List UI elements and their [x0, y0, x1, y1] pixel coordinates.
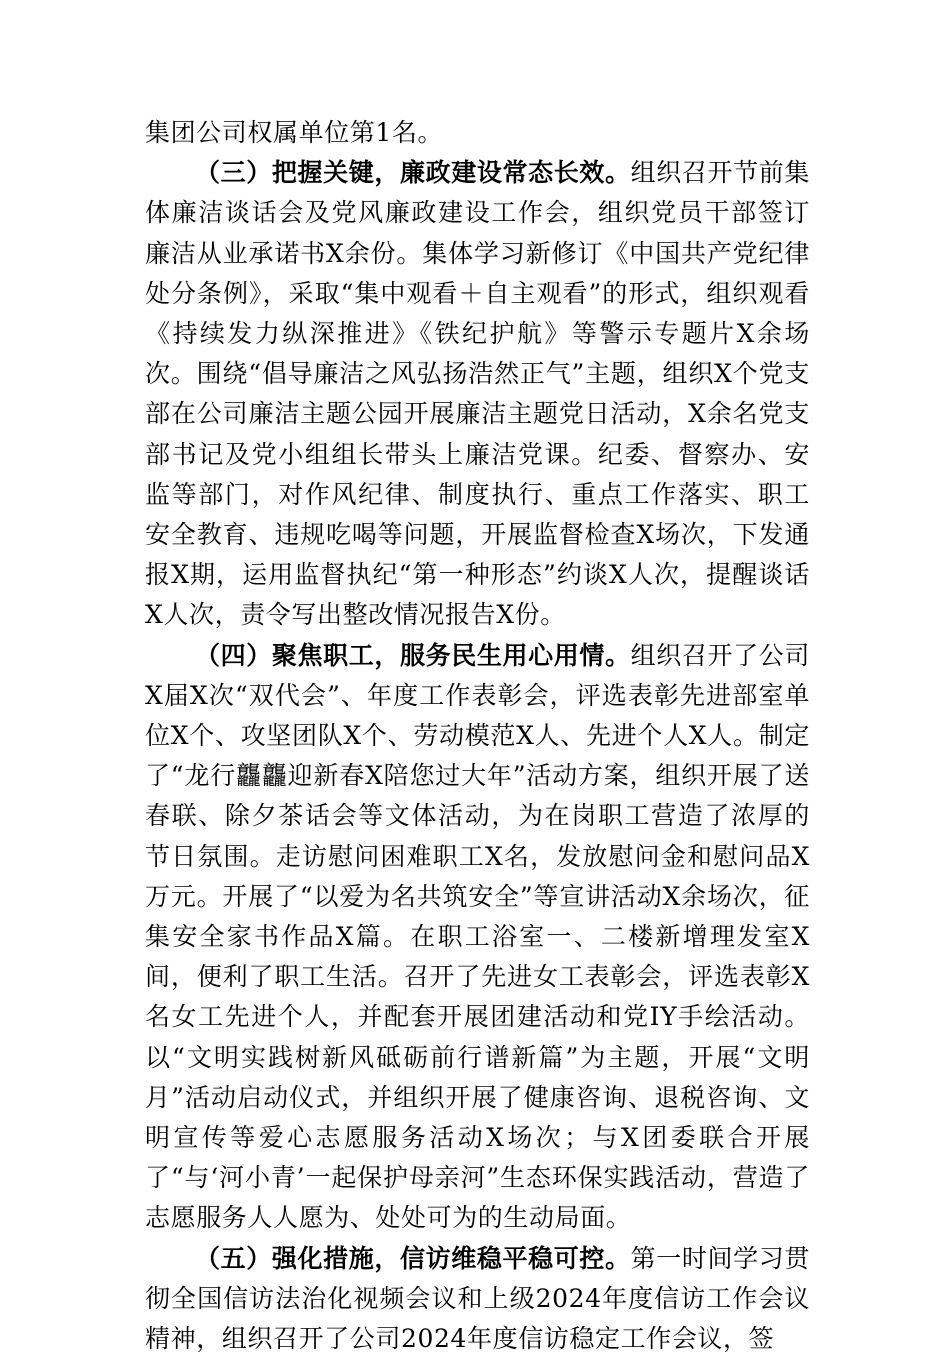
paragraph-text: 组织召开节前集体廉洁谈话会及党风廉政建设工作会，组织党员干部签订廉洁从业承诺书X余份。集体学习新修订《中国共产党纪律处分条例》，采取“集中观看＋自主观看”的形式，组织观看《持续发力纵深推进》《铁纪护航》等警示专题片X余场次。围绕“倡导廉洁之风弘扬浩然正气”主题，组织X个党支部在公司廉洁主题公园开展廉洁主题党日活动，X余名党支部书记及党小组组长带头上廉洁党课。纪委、督察办、安监等部门，对作风纪律、制度执行、重点工作落实、职工安全教育、违规吃喝等问题，开展监督检查X场次，下发通报X期，运用监督执纪“第一种形态”约谈X人次，提醒谈话X人次，责令写出整改情况报告X份。 [145, 158, 810, 630]
paragraph-section-3 [145, 153, 810, 635]
paragraph-section-4 [145, 636, 810, 1239]
paragraph-text: 集团公司权属单位第1名。 [145, 118, 444, 147]
paragraph-text: 第一时间学习贯彻全国信访法治化视频会议和上级2024年度信访工作会议精神，组织召开了公司2024年度信访稳定工作会议，签 [145, 1243, 810, 1354]
section-heading: （四）聚焦职工，服务民生用心用情。 [195, 640, 631, 670]
paragraph-text: 组织召开了公司X届X次“双代会”、年度工作表彰会，评选表彰先进部室单位X个、攻坚团队X个、劳动模范X人、先进个人X人。制定了“龙行龘龘迎新春X陪您过大年”活动方案，组织开展了送春联、除夕茶话会等文体活动，为在岗职工营造了浓厚的节日氛围。走访慰问困难职工X名，发放慰问金和慰问品X万元。开展了“以爱为名共筑安全”等宣讲活动X余场次，征集安全家书作品X篇。在职工浴室一、二楼新增理发室X间，便利了职工生活。召开了先进女工表彰会，评选表彰X名女工先进个人，并配套开展团建活动和党IY手绘活动。以“文明实践树新风砥砺前行谱新篇”为主题，开展“文明月”活动启动仪式，并组织开展了健康咨询、退税咨询、文明宣传等爱心志愿服务活动X场次；与X团委联合开展了“与‘河小青’一起保护母亲河”生态环保实践活动，营造了志愿服务人人愿为、处处可为的生动局面。 [145, 640, 810, 1233]
document-body [145, 113, 810, 1359]
section-heading: （三）把握关键，廉政建设常态长效。 [195, 158, 631, 188]
paragraph-section-5 [145, 1239, 810, 1359]
section-heading: （五）强化措施，信访维稳平稳可控。 [195, 1243, 631, 1273]
paragraph-continuation [145, 113, 810, 153]
